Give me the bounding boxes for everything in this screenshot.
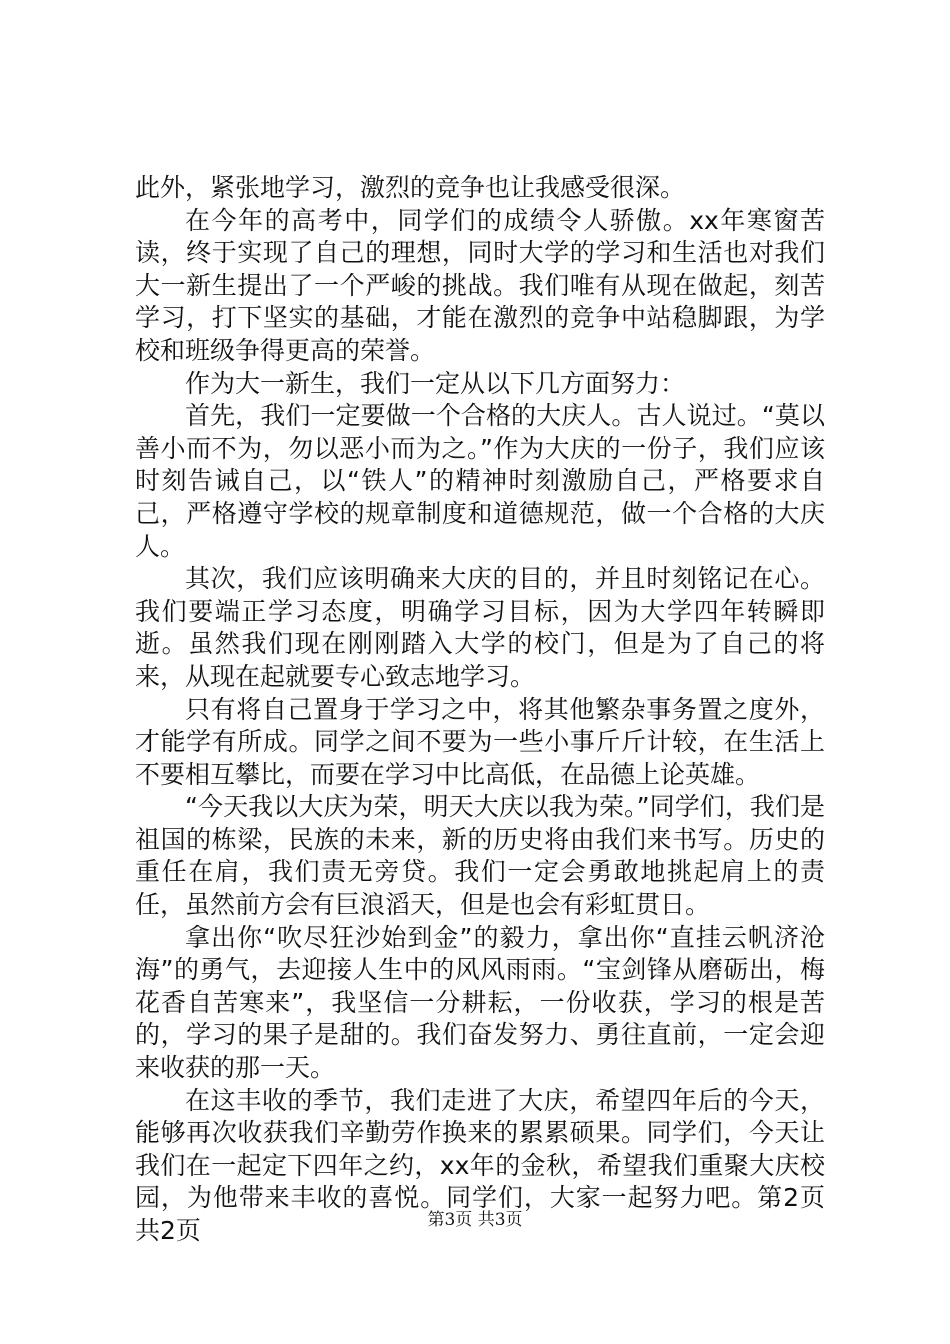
paragraph-pride: “今天我以大庆为荣，明天大庆以我为荣。”同学们，我们是祖国的栋梁，民族的未来，新的历史将由我们来书写。历史的重任在肩，我们责无旁贷。我们一定会勇敢地挑起肩上的责任，虽然前方会有巨浪滔天，但是也会有彩虹贯日。 bbox=[135, 792, 825, 920]
paragraph-first: 首先，我们一定要做一个合格的大庆人。古人说过。“莫以善小而不为，勿以恶小而为之。”作为大庆的一份子，我们应该时刻告诫自己，以“铁人”的精神时刻激励自己，严格要求自己，严格遵守学校的规章制度和道德规范，做一个合格的大庆人。 bbox=[135, 401, 825, 561]
page-number-footer: 第3页 共3页 bbox=[427, 1210, 523, 1230]
paragraph-exam-results: 在今年的高考中，同学们的成绩令人骄傲。xx年寒窗苦读，终于实现了自己的理想，同时大学的学习和生活也对我们大一新生提出了一个严峻的挑战。我们唯有从现在做起，刻苦学习，打下坚实的基础，才能在激烈的竞争中站稳脚跟，为学校和班级争得更高的荣誉。 bbox=[135, 205, 825, 365]
paragraph-second: 其次，我们应该明确来大庆的目的，并且时刻铭记在心。我们要端正学习态度，明确学习目标，因为大学四年转瞬即逝。虽然我们现在刚刚踏入大学的校门，但是为了自己的将来，从现在起就要专心致志地学习。 bbox=[135, 564, 825, 691]
paragraph-continuation: 此外，紧张地学习，激烈的竞争也让我感受很深。 bbox=[135, 173, 686, 202]
paragraph-intro-efforts: 作为大一新生，我们一定从以下几方面努力： bbox=[185, 368, 686, 398]
document-body bbox=[135, 172, 825, 1248]
paragraph-perseverance: 拿出你“吹尽狂沙始到金”的毅力，拿出你“直挂云帆济沧海”的勇气，去迎接人生中的风风雨雨。“宝剑锋从磨砺出，梅花香自苦寒来”，我坚信一分耕耘，一份收获，学习的根是苦的，学习的果子是甜的。我们奋发努力、勇往直前，一定会迎来收获的那一天。 bbox=[135, 922, 825, 1083]
paragraph-closing: 在这丰收的季节，我们走进了大庆，希望四年后的今天，能够再次收获我们辛勤劳作换来的累累硕果。同学们，今天让我们在一起定下四年之约，xx年的金秋，希望我们重聚大庆校园，为他带来丰收的喜悦。同学们，大家一起努力吧。第2页共2页 bbox=[135, 1085, 825, 1245]
paragraph-focus-study: 只有将自己置身于学习之中，将其他繁杂事务置之度外，才能学有所成。同学之间不要为一些小事斤斤计较，在生活上不要相互攀比，而要在学习中比高低，在品德上论英雄。 bbox=[135, 694, 825, 789]
